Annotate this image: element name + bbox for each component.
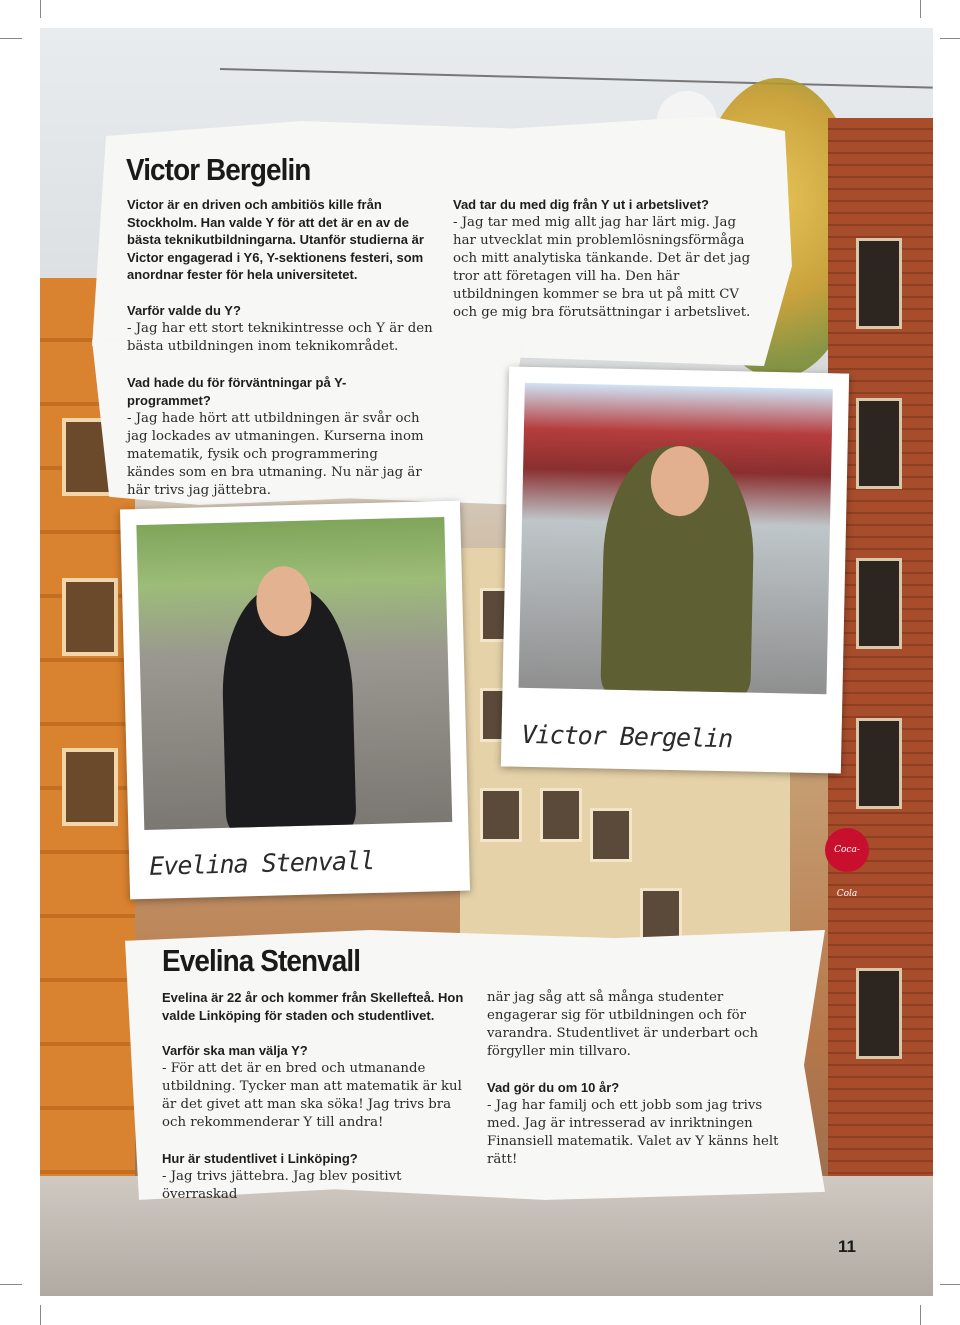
evelina-photo-caption: Evelina Stenvall	[148, 845, 375, 881]
victor-answer-1: - Jag har ett stort teknikintresse och Y är den bästa utbildningen inom teknikområdet.	[127, 320, 433, 354]
crop-mark	[920, 0, 921, 18]
evelina-heading: Evelina Stenvall	[162, 943, 361, 978]
crop-mark	[0, 38, 22, 39]
victor-question-2: Vad hade du för förväntningar på Y-programmet?	[127, 375, 347, 408]
victor-answer-2: - Jag hade hört att utbildningen är svår och jag lockades av utmaningen. Kurserna inom matematik, fysik och programmering kändes som en bra utmaning. Nu när jag är här trivs jag jättebra.	[127, 411, 424, 498]
victor-column-left-lower	[127, 374, 427, 500]
evelina-polaroid-photo	[120, 501, 470, 900]
victor-question-3: Vad tar du med dig från Y ut i arbetslivet?	[453, 197, 709, 212]
crop-mark	[0, 1284, 22, 1285]
victor-column-left	[127, 196, 445, 356]
evelina-portrait-image	[136, 517, 452, 830]
victor-question-1: Varför valde du Y?	[127, 302, 241, 318]
evelina-answer-3: - Jag har familj och ett jobb som jag trivs med. Jag är intresserad av inriktningen Finansiell matematik. Valet av Y känns helt rätt!	[487, 1098, 779, 1167]
evelina-question-1: Varför ska man välja Y?	[162, 1043, 308, 1058]
victor-intro: Victor är en driven och ambitiös kille från Stockholm. Han valde Y för att det är en av de bästa teknikutbildningarna. Utanför studierna är Victor engagerad i Y6, Y-sektionens festeri, som anordnar fester för hela universitetet.	[127, 197, 424, 282]
evelina-answer-1: - För att det är en bred och utmanande utbildning. Tycker man att matematik är kul är det givet att man ska söka! Jag trivs bra och rekommenderar Y till andra!	[162, 1061, 462, 1130]
evelina-answer-2: - Jag trivs jättebra. Jag blev positivt överraskad	[162, 1169, 402, 1202]
evelina-question-3: Vad gör du om 10 år?	[487, 1080, 620, 1095]
evelina-intro: Evelina är 22 år och kommer från Skellefteå. Hon valde Linköping för staden och studentlivet.	[162, 990, 464, 1023]
overhead-wire	[220, 68, 933, 89]
crop-mark	[940, 38, 960, 39]
crop-mark	[940, 1284, 960, 1285]
victor-polaroid-photo	[501, 366, 849, 773]
evelina-column-left	[162, 989, 472, 1204]
crop-mark	[920, 1305, 921, 1325]
victor-portrait-image	[518, 383, 832, 694]
victor-photo-caption: Victor Bergelin	[521, 719, 733, 754]
evelina-answer-2-continued: när jag såg att så många studenter engagerar sig för utbildningen och för varandra. Studentlivet är underbart och förgyller min tillvaro.	[487, 990, 759, 1059]
coca-cola-sign: Coca-Cola	[825, 828, 869, 872]
crop-mark	[40, 0, 41, 18]
crop-mark	[40, 1305, 41, 1325]
victor-column-right	[453, 196, 758, 322]
victor-heading: Victor Bergelin	[126, 152, 311, 187]
page-number: 11	[838, 1237, 856, 1256]
victor-answer-3: - Jag tar med mig allt jag har lärt mig. Jag har utvecklat min problemlösningsförmåga och mitt analytiska tänkande. Det är det jag tror att företagen vill ha. Den här utbildningen kommer se bra ut på mitt CV och ge mig bra förutsättningar i arbetslivet.	[453, 215, 751, 320]
right-brick-building	[828, 118, 933, 1296]
evelina-column-right	[487, 989, 797, 1169]
evelina-question-2: Hur är studentlivet i Linköping?	[162, 1151, 358, 1166]
